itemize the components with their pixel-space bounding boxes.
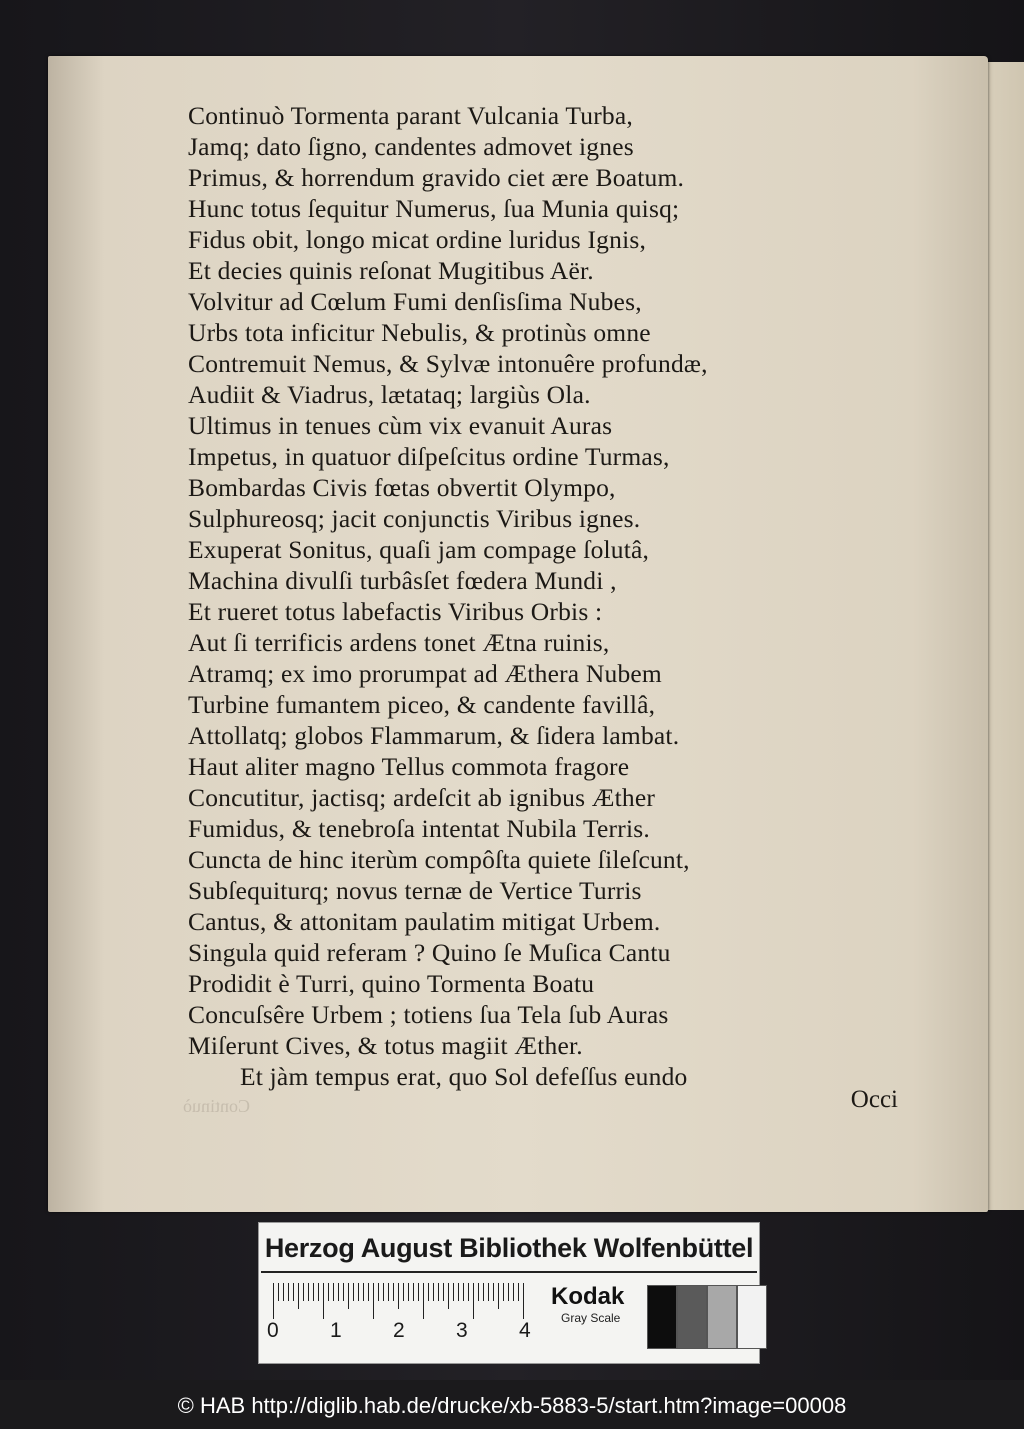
- verse-line: Turbine fumantem piceo, & candente favillâ,: [188, 690, 656, 719]
- ruler-tick: [418, 1283, 419, 1301]
- verse-line: Primus, & horrendum gravido ciet ære Boatum.: [188, 163, 685, 192]
- ruler-tick: [373, 1283, 374, 1319]
- verse-line: Exuperat Sonitus, quaſi jam compage ſolutâ,: [188, 535, 650, 564]
- ruler-digits: [259, 1319, 549, 1349]
- ruler-tick: [273, 1283, 274, 1319]
- ruler-digit: 4: [519, 1319, 531, 1342]
- ruler-digit: 0: [267, 1319, 279, 1342]
- ruler-tick: [368, 1283, 369, 1301]
- ruler-scale: [273, 1283, 523, 1319]
- verse-line: Et decies quinis reſonat Mugitibus Aër.: [188, 256, 594, 285]
- verse-line: Ultimus in tenues cùm vix evanuit Auras: [188, 411, 613, 440]
- ruler-tick: [288, 1283, 289, 1301]
- verse-line: Prodidit è Turri, quino Tormenta Boatu: [188, 969, 595, 998]
- ruler-tick: [443, 1283, 444, 1301]
- verse-line: Et jàm tempus erat, quo Sol defeſſus eundo: [240, 1062, 688, 1091]
- ruler-tick: [518, 1283, 519, 1301]
- ruler-tick: [463, 1283, 464, 1301]
- gray-swatch: [647, 1285, 677, 1349]
- ruler-tick: [423, 1283, 424, 1319]
- ruler-tick: [483, 1283, 484, 1301]
- book-page: [48, 56, 988, 1212]
- verse-line: Impetus, in quatuor diſpeſcitus ordine Turmas,: [188, 442, 670, 471]
- gray-swatch: [677, 1285, 707, 1349]
- ruler-tick: [363, 1283, 364, 1301]
- ruler-tick: [333, 1283, 334, 1301]
- gray-scale-label: Gray Scale: [561, 1311, 621, 1325]
- ruler-tick: [438, 1283, 439, 1301]
- ruler-tick: [328, 1283, 329, 1301]
- ruler-tick: [448, 1283, 449, 1309]
- verse-line: Bombardas Civis fœtas obvertit Olympo,: [188, 473, 616, 502]
- ruler-tick: [493, 1283, 494, 1301]
- verse-line: Cuncta de hinc iterùm compôſta quiete ſileſcunt,: [188, 845, 690, 874]
- verse-line: Audiit & Viadrus, lætataq; largiùs Ola.: [188, 380, 591, 409]
- ruler-tick: [508, 1283, 509, 1301]
- ruler-tick: [478, 1283, 479, 1301]
- verse-line: Hunc totus ſequitur Numerus, ſua Munia quisq;: [188, 194, 680, 223]
- ruler-tick: [293, 1283, 294, 1301]
- ruler-tick: [278, 1283, 279, 1301]
- ruler-tick: [433, 1283, 434, 1301]
- bleed-through-text: Continuò: [183, 1096, 251, 1116]
- verse-line: Atramq; ex imo prorumpat ad Æthera Nubem: [188, 659, 662, 688]
- ruler-tick: [323, 1283, 324, 1319]
- verse-line: Continuò Tormenta parant Vulcania Turba,: [188, 101, 633, 130]
- verse-line: Contremuit Nemus, & Sylvæ intonuêre profundæ,: [188, 349, 708, 378]
- ruler-tick: [403, 1283, 404, 1301]
- ruler-tick: [353, 1283, 354, 1301]
- gray-scale-swatches: [647, 1285, 767, 1347]
- verse-line: Fidus obit, longo micat ordine luridus Ignis,: [188, 225, 647, 254]
- footer-url: © HAB http://diglib.hab.de/drucke/xb-5883-5/start.htm?image=00008: [0, 1382, 1024, 1429]
- color-target-card: [258, 1222, 760, 1364]
- ruler-tick: [343, 1283, 344, 1301]
- ruler-tick: [388, 1283, 389, 1301]
- ruler-tick: [318, 1283, 319, 1301]
- ruler-digit: 2: [393, 1319, 405, 1342]
- ruler-tick: [413, 1283, 414, 1301]
- verse-line: Machina divulſi turbâsſet fœdera Mundi ,: [188, 566, 617, 595]
- verse-line: Aut ſi terrificis ardens tonet Ætna ruinis,: [188, 628, 610, 657]
- ruler-tick: [468, 1283, 469, 1301]
- ruler-tick: [498, 1283, 499, 1309]
- verse-line: Jamq; dato ſigno, candentes admovet ignes: [188, 132, 634, 161]
- ruler-tick: [383, 1283, 384, 1301]
- verse-line: Fumidus, & tenebroſa intentat Nubila Terris.: [188, 814, 650, 843]
- ruler-tick: [523, 1283, 524, 1319]
- catchword: Occi: [850, 1086, 898, 1113]
- ruler-tick: [513, 1283, 514, 1301]
- ruler-tick: [283, 1283, 284, 1301]
- verse-line: Concutitur, jactisq; ardeſcit ab ignibus Æther: [188, 783, 656, 812]
- ruler-digit: 1: [330, 1319, 342, 1342]
- ruler-tick: [458, 1283, 459, 1301]
- ruler-tick: [348, 1283, 349, 1309]
- kodak-brand: Kodak: [551, 1283, 625, 1310]
- ruler-tick: [398, 1283, 399, 1309]
- ruler-tick: [308, 1283, 309, 1301]
- ruler-tick: [488, 1283, 489, 1301]
- card-divider: [261, 1271, 757, 1273]
- verse-line: Miſerunt Cives, & totus magiit Æther.: [188, 1031, 583, 1060]
- ruler-tick: [428, 1283, 429, 1301]
- ruler-tick: [408, 1283, 409, 1301]
- verse-line: Sulphureosq; jacit conjunctis Viribus ignes.: [188, 504, 641, 533]
- verse-line: Cantus, & attonitam paulatim mitigat Urbem.: [188, 907, 661, 936]
- ruler-tick: [503, 1283, 504, 1301]
- ruler-tick: [453, 1283, 454, 1301]
- verse-line: Concuſsêre Urbem ; totiens ſua Tela ſub Auras: [188, 1000, 669, 1029]
- gray-swatch: [707, 1285, 737, 1349]
- verse-line: Urbs tota inficitur Nebulis, & protinùs omne: [188, 318, 651, 347]
- verse-line: Singula quid referam ? Quino ſe Muſica Cantu: [188, 938, 671, 967]
- ruler-tick: [338, 1283, 339, 1301]
- verse-line: Haut aliter magno Tellus commota fragore: [188, 752, 630, 781]
- verse-text: [188, 100, 948, 1092]
- verse-line: Subſequiturq; novus ternæ de Vertice Turris: [188, 876, 642, 905]
- gray-swatch: [737, 1285, 767, 1349]
- ruler-tick: [378, 1283, 379, 1301]
- verse-line: Volvitur ad Cœlum Fumi denſisſima Nubes,: [188, 287, 642, 316]
- ruler-tick: [393, 1283, 394, 1301]
- ruler-tick: [303, 1283, 304, 1301]
- ruler-digit: 3: [456, 1319, 468, 1342]
- ruler-tick: [473, 1283, 474, 1319]
- ruler-tick: [298, 1283, 299, 1309]
- ruler-tick: [358, 1283, 359, 1301]
- verse-line: Attollatq; globos Flammarum, & ſidera lambat.: [188, 721, 680, 750]
- library-name: Herzog August Bibliothek Wolfenbüttel: [264, 1233, 754, 1263]
- ruler-tick: [313, 1283, 314, 1301]
- verse-line: Et rueret totus labefactis Viribus Orbis :: [188, 597, 603, 626]
